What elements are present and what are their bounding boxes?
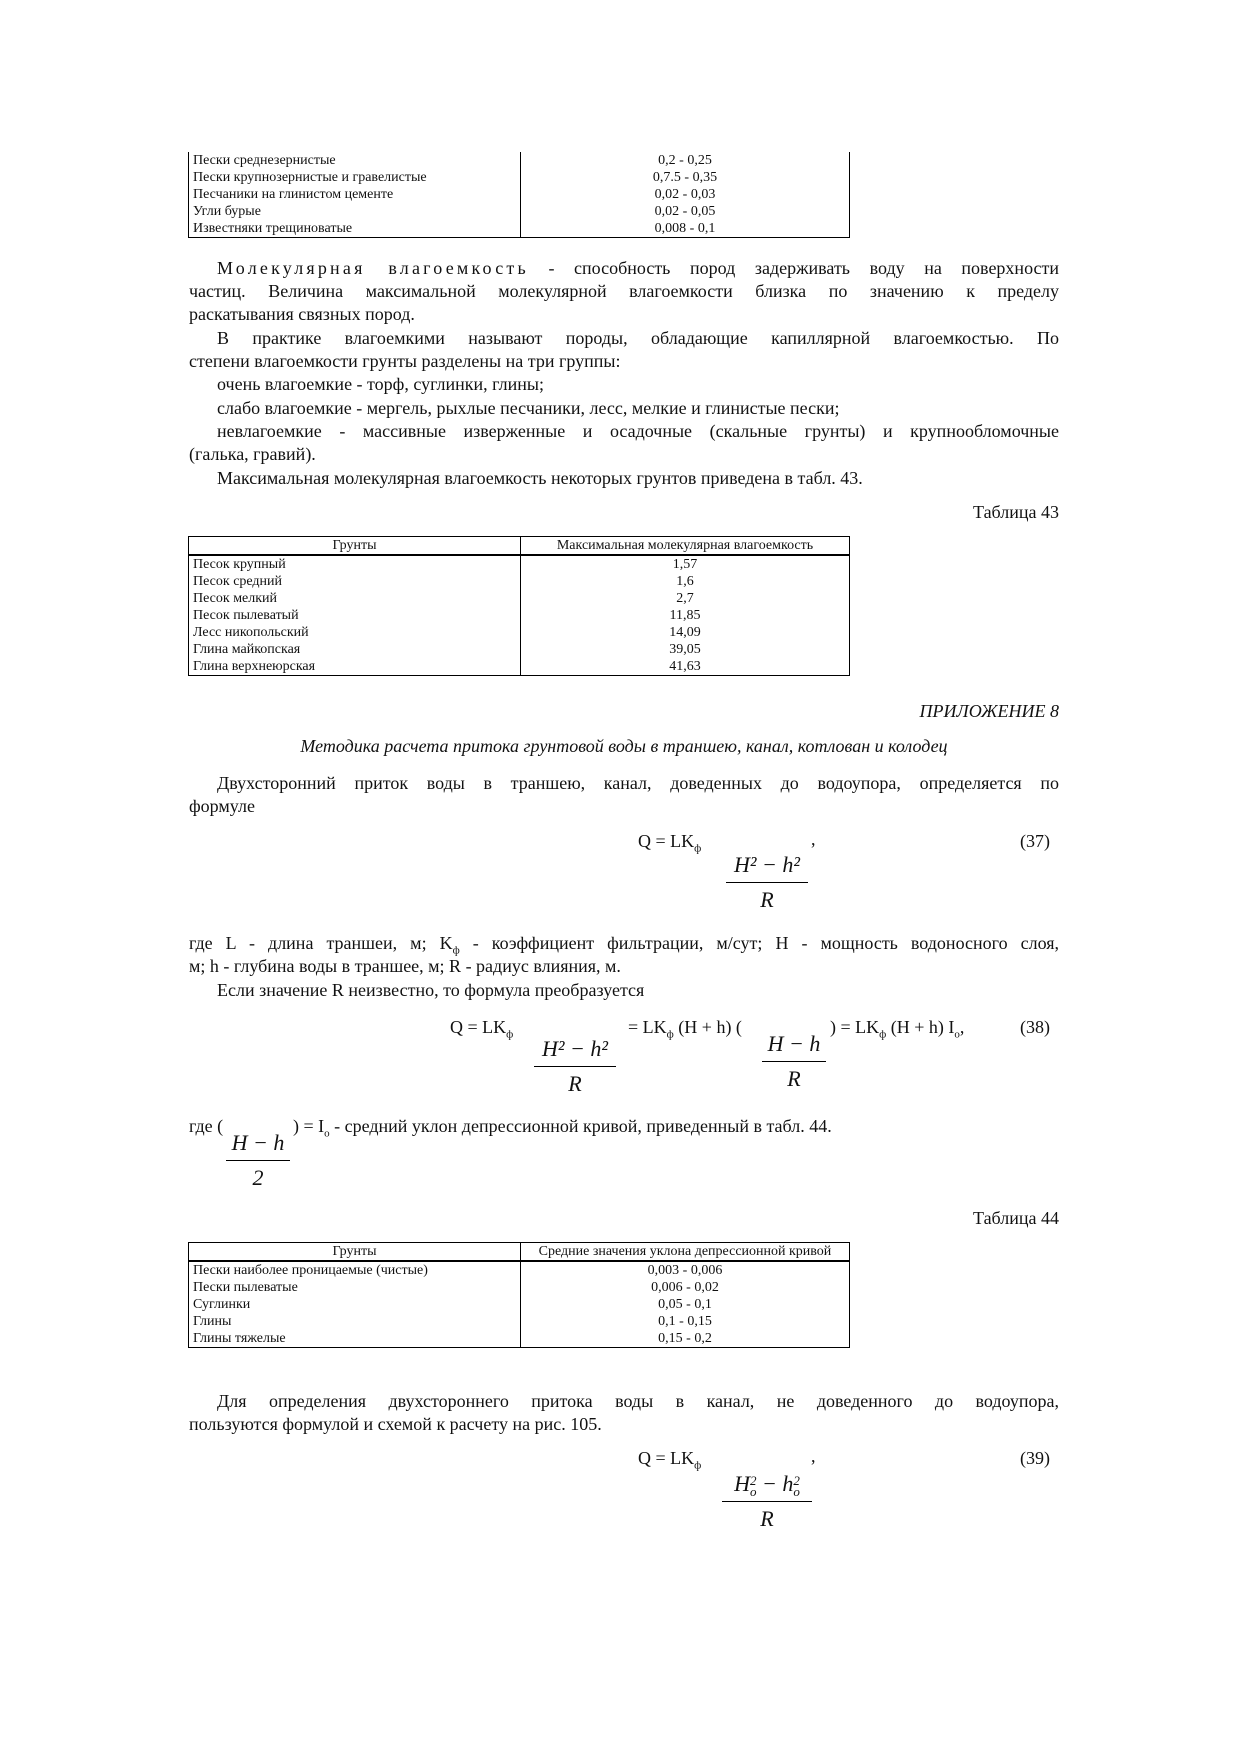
eq38-part3: ) = $LK_ф$ (H + h) $I_o$, <box>830 1017 965 1041</box>
paragraph-table43-ref: Максимальная молекулярная влагоемкость некоторых грунтов приведена в табл. 43. <box>217 468 863 488</box>
list-item-weak-moisture: слабо влагоемкие - мергель, рыхлые песчаники, лесс, мелкие и глинистые пески; <box>217 398 840 418</box>
table-row: Пески пылеватые 0,006 - 0,02 <box>189 1279 850 1296</box>
paragraph-mean-slope-start: где ( <box>189 1116 224 1136</box>
paragraph-two-sided-inflow-line1: Двухсторонний приток воды в траншею, канал, доведенных до водоупора, определяется по <box>217 773 1059 793</box>
table-row: Пески среднезернистые 0,2 - 0,25 <box>189 152 850 169</box>
list-item-non-moisture-line2: (галька, гравий). <box>189 444 316 464</box>
eq38-part2: = $LK_ф$ (H + h) ( <box>628 1017 742 1041</box>
appendix-title: Методика расчета притока грунтовой воды в траншею, канал, котлован и колодец <box>300 736 948 756</box>
table-row: Глины 0,1 - 0,15 <box>189 1313 850 1330</box>
eq38-fraction2-numerator: H − h <box>767 1031 821 1056</box>
table44-caption: Таблица 44 <box>973 1208 1059 1228</box>
eq38-fraction2-denominator: R <box>762 1061 826 1092</box>
eq39-number: (39) <box>1020 1448 1050 1468</box>
table-row: Пески крупнозернистые и гравелистые 0,7.5 - 0,35 <box>189 169 850 186</box>
eq39-comma: , <box>811 1446 816 1466</box>
table-row: Угли бурые 0,02 - 0,05 <box>189 203 850 220</box>
paragraph-moisture-capacity-line1: Молекулярная влагоемкость - способность пород задерживать воду на поверхности <box>217 258 1060 278</box>
table-row: Песок мелкий 2,7 <box>189 590 850 607</box>
eq37-numerator: H² − h² <box>734 852 800 877</box>
p7-fraction-numerator: H − h <box>231 1130 285 1155</box>
eq39-fraction <box>722 1471 812 1532</box>
table-row: Песчаники на глинистом цементе 0,02 - 0,03 <box>189 186 850 203</box>
term-molecular-capacity: Молекулярная влагоемкость <box>217 258 529 278</box>
paragraph-moisture-capacity-line3: раскатывания связных пород. <box>189 304 415 324</box>
table-row: Глина майкопская 39,05 <box>189 641 850 658</box>
list-item-non-moisture-line1: невлагоемкие - массивные изверженные и осадочные (скальные грунты) и крупнообломочные <box>217 421 1059 441</box>
table-44 <box>188 1242 850 1348</box>
table-row: Глины тяжелые 0,15 - 0,2 <box>189 1330 850 1348</box>
table-row: Суглинки 0,05 - 0,1 <box>189 1296 850 1313</box>
paragraph-if-r-unknown: Если значение R неизвестно, то формула преобразуется <box>217 980 645 1000</box>
eq38-fraction1-numerator: H² − h² <box>542 1036 608 1061</box>
table43-caption: Таблица 43 <box>973 502 1059 522</box>
eq38-fraction1 <box>534 1036 616 1097</box>
paragraph-not-reaching-aquiclude-line1: Для определения двухстороннего притока воды в канал, не доведенного до водоупора, <box>217 1391 1059 1411</box>
eq37-fraction <box>726 852 808 913</box>
table-header-row: Грунты Средние значения уклона депрессионной кривой <box>189 1243 850 1262</box>
paragraph-where-line2: м; h - глубина воды в траншее, м; R - радиус влияния, м. <box>189 956 621 976</box>
table-row: Песок пылеватый 11,85 <box>189 607 850 624</box>
eq39-denominator: R <box>722 1501 812 1532</box>
eq38-number: (38) <box>1020 1017 1050 1037</box>
table-row: Песок средний 1,6 <box>189 573 850 590</box>
eq38-fraction2 <box>762 1031 826 1092</box>
paragraph-mean-slope-rest: ) = $I_o$ - средний уклон депрессионной кривой, приведенный в табл. 44. <box>293 1116 832 1140</box>
table-header-row: Грунты Максимальная молекулярная влагоемкость <box>189 537 850 556</box>
list-item-very-moisture: очень влагоемкие - торф, суглинки, глины; <box>217 374 544 394</box>
eq37-number: (37) <box>1020 831 1050 851</box>
paragraph-where-line1: где L - длина траншеи, м; $K_ф$ - коэффициент фильтрации, м/сут; H - мощность водоносного слоя, <box>189 933 1060 957</box>
paragraph-practice-line1: В практике влагоемкими называют породы, обладающие капиллярной влагоемкостью. По <box>217 328 1059 348</box>
eq37-lhs: $Q = LK_ф$ <box>638 831 702 855</box>
table-row: Лесс никопольский 14,09 <box>189 624 850 641</box>
table-row: Известняки трещиноватые 0,008 - 0,1 <box>189 220 850 238</box>
eq39-lhs: $Q = LK_ф$ <box>638 1448 702 1472</box>
eq39-numerator: H 2 o − h 2 o <box>734 1471 800 1499</box>
table-row: Пески наиболее проницаемые (чистые) 0,003 - 0,006 <box>189 1261 850 1279</box>
p7-fraction <box>226 1130 290 1191</box>
eq37-comma: , <box>811 829 816 849</box>
eq37-denominator: R <box>726 882 808 913</box>
paragraph-not-reaching-aquiclude-line2: пользуются формулой и схемой к расчету на рис. 105. <box>189 1414 602 1434</box>
paragraph-practice-line2: степени влагоемкости грунты разделены на три группы: <box>189 351 621 371</box>
table-row: Глина верхнеюрская 41,63 <box>189 658 850 676</box>
eq38-fraction1-denominator: R <box>534 1066 616 1097</box>
paragraph-two-sided-inflow-line2: формуле <box>189 796 255 816</box>
paragraph-moisture-capacity-line2: частиц. Величина максимальной молекулярной влагоемкости близка по значению к пределу <box>189 281 1059 301</box>
eq38-part1: $Q = LK_ф$ <box>450 1017 514 1041</box>
appendix-label: ПРИЛОЖЕНИЕ 8 <box>919 701 1059 721</box>
table-43 <box>188 536 850 676</box>
table-row: Песок крупный 1,57 <box>189 555 850 573</box>
table-top <box>188 152 850 238</box>
p7-fraction-denominator: 2 <box>226 1160 290 1191</box>
